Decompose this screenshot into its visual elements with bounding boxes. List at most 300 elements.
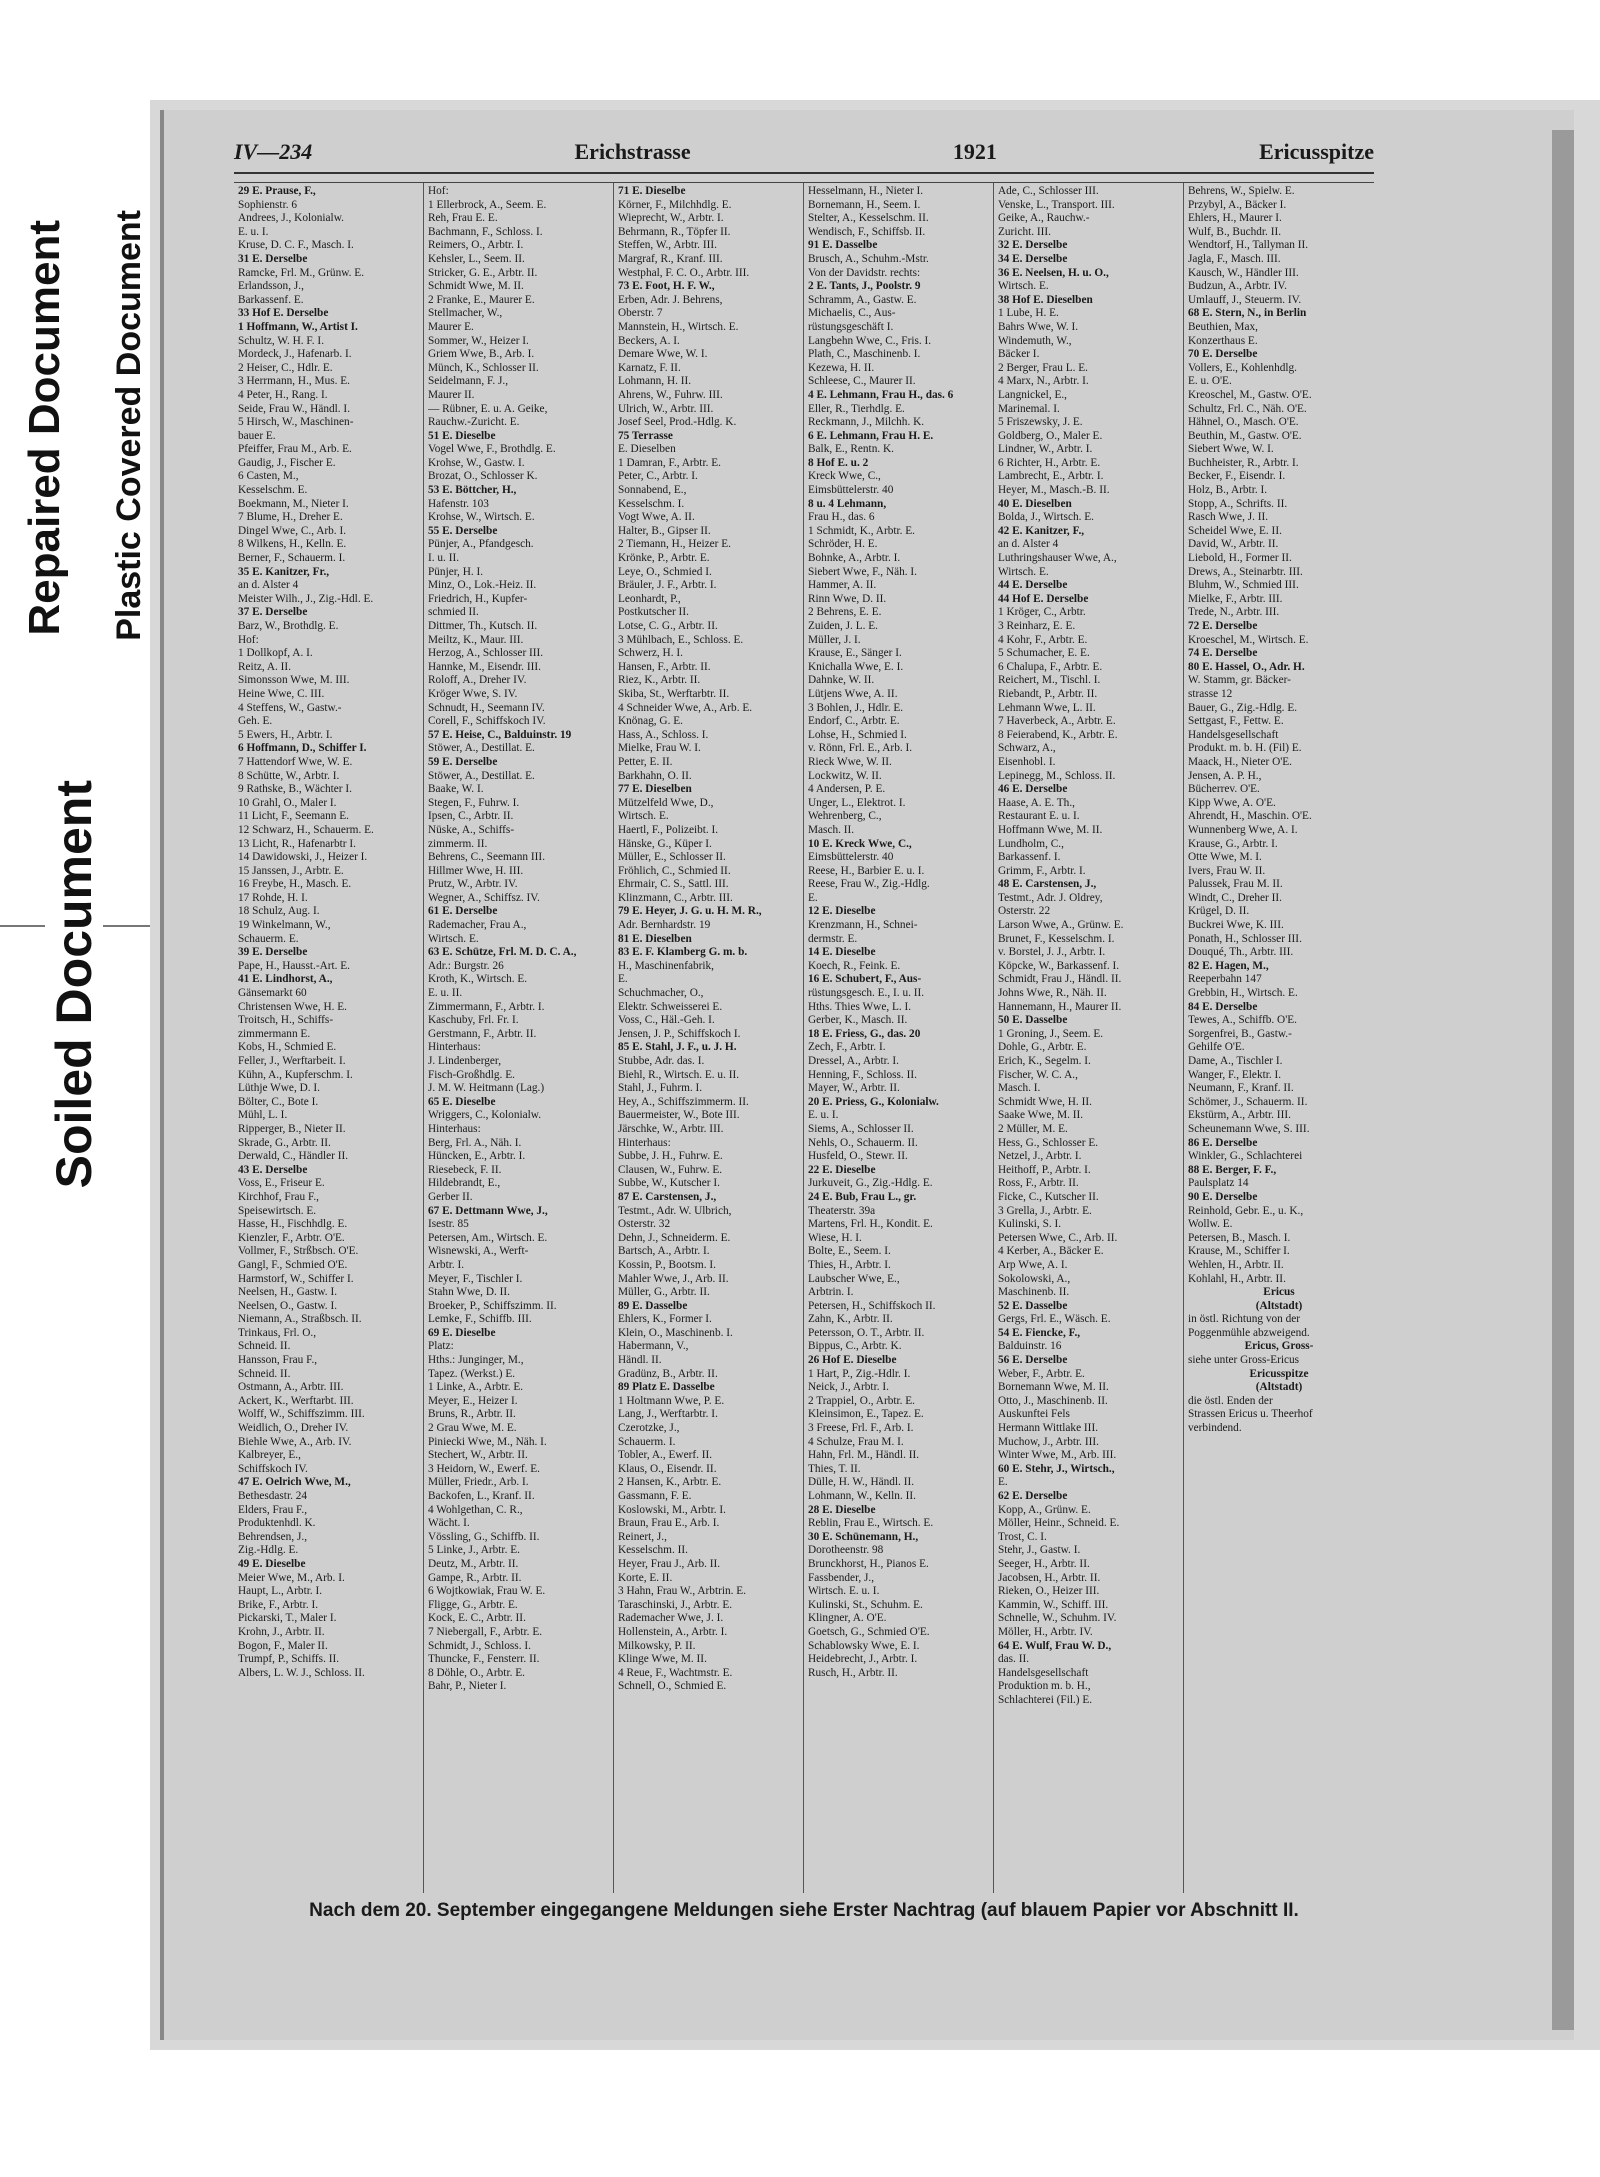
directory-entry: zimmerm. II.	[428, 837, 488, 850]
directory-entry: 62 E. Derselbe	[998, 1490, 1068, 1502]
directory-entry: 3 Herrmann, H., Mus. E.	[238, 375, 351, 388]
directory-entry: 69 E. Dieselbe	[428, 1326, 496, 1339]
directory-entry: 17 Rohde, H. I.	[238, 891, 308, 904]
directory-entry: Meyer, F., Tischler I.	[428, 1272, 523, 1285]
directory-entry: Dehn, J., Schneiderm. E.	[618, 1231, 731, 1244]
directory-entry: Barz, W., Brothdlg. E.	[238, 620, 339, 632]
directory-entry: Zech, F., Arbtr. I.	[808, 1041, 886, 1054]
directory-entry: Przybyl, A., Bäcker I.	[1188, 198, 1287, 211]
directory-entry: 1 Holtmann Wwe, P. E.	[618, 1394, 725, 1407]
directory-entry: Klinzmann, C., Arbtr. III.	[618, 891, 733, 904]
directory-entry: Lohmann, H. II.	[618, 375, 692, 388]
directory-entry: Bartsch, A., Arbtr. I.	[618, 1245, 710, 1258]
directory-entry: Restaurant E. u. I.	[998, 810, 1080, 823]
directory-entry: Jensen, A. P. H.,	[1188, 769, 1262, 782]
directory-entry: Wriggers, C., Kolonialw.	[428, 1109, 542, 1122]
directory-entry: Thies, H., Arbtr. I.	[808, 1258, 891, 1271]
directory-entry: 59 E. Derselbe	[428, 755, 498, 768]
directory-entry: Ramcke, Frl. M., Grünw. E.	[238, 266, 365, 279]
directory-entry: Platz:	[428, 1340, 454, 1353]
directory-entry: Hths.: Junginger, M.,	[428, 1354, 524, 1367]
directory-entry: 9 Rathske, B., Wächter I.	[238, 783, 352, 796]
directory-entry: 3 Grella, J., Arbtr. E.	[998, 1204, 1092, 1217]
directory-entry: Becker, F., Eisendr. I.	[1188, 470, 1286, 483]
directory-entry: Wendisch, F., Schiffsb. II.	[808, 225, 926, 238]
directory-entry: Peter, C., Arbtr. I.	[618, 470, 698, 483]
directory-entry: Petersen Wwe, C., Arb. II.	[998, 1231, 1118, 1244]
page-number: IV—234	[234, 139, 313, 164]
directory-entry: Schiffskoch IV.	[238, 1462, 308, 1475]
directory-entry: v. Borstel, J. J., Arbtr. I.	[998, 946, 1106, 959]
directory-entry: Arbtrin. I.	[808, 1286, 854, 1299]
directory-entry: Wulf, B., Buchdr. II.	[1188, 225, 1282, 238]
directory-entry: 70 E. Derselbe	[1188, 348, 1258, 361]
directory-entry: 2 E. Tants, J., Poolstr. 9	[808, 280, 921, 293]
directory-entry: 86 E. Derselbe	[1188, 1136, 1258, 1149]
directory-entry: Bahr, P., Nieter I.	[428, 1680, 507, 1693]
directory-entry: Wanger, F., Elektr. I.	[1188, 1068, 1282, 1081]
directory-entry: 28 E. Dieselbe	[808, 1503, 876, 1516]
directory-entry: Pape, H., Hausst.-Art. E.	[238, 959, 351, 972]
directory-entry: Schneid. II.	[238, 1340, 291, 1353]
directory-entry: Hof:	[238, 633, 259, 646]
directory-entry: Möller, H., Arbtr. IV.	[998, 1625, 1093, 1638]
directory-entry: Poggenmühle abzweigend.	[1188, 1326, 1310, 1339]
directory-entry: Czerotzke, J.,	[618, 1422, 680, 1435]
directory-entry: Heyer, M., Masch.-B. II.	[998, 484, 1110, 497]
directory-entry: Heidebrecht, J., Arbtr. I.	[808, 1653, 918, 1666]
directory-entry: Schröder, H. E.	[808, 538, 878, 551]
directory-entry: Hass, A., Schloss. I.	[618, 728, 709, 741]
directory-entry: 64 E. Wulf, Frau W. D.,	[998, 1639, 1112, 1652]
directory-entry: Brunet, F., Kesselschm. I.	[998, 932, 1115, 945]
directory-entry: Schmidt, Frau J., Händl. II.	[998, 973, 1122, 986]
directory-entry: Kleinsimon, E., Tapez. E.	[808, 1408, 924, 1421]
directory-entry: 5 Friszewsky, J. E.	[998, 416, 1083, 429]
directory-entry: 7 Hattendorf Wwe, W. E.	[238, 755, 353, 768]
directory-entry: Mielke, Frau W. I.	[618, 742, 701, 755]
directory-entry: Biehl, R., Wirtsch. E. u. II.	[618, 1068, 740, 1081]
directory-entry: Roloff, A., Dreher IV.	[428, 674, 527, 687]
directory-entry: in östl. Richtung von der	[1188, 1313, 1301, 1326]
directory-entry: Hesselmann, H., Nieter I.	[808, 185, 924, 197]
directory-entry: Kobs, H., Schmied E.	[238, 1041, 337, 1054]
directory-entry: E.	[808, 891, 818, 904]
directory-entry: Ostmann, A., Arbtr. III.	[238, 1381, 344, 1394]
directory-entry: Ivers, Frau W. II.	[1188, 864, 1266, 877]
directory-column	[234, 183, 424, 1893]
directory-entry: Krügel, D. II.	[1188, 905, 1250, 918]
directory-entry: 4 Schneider Wwe, A., Arb. E.	[618, 701, 753, 714]
directory-entry: Grimm, F., Arbtr. I.	[998, 864, 1086, 877]
directory-entry: Windt, C., Dreher II.	[1188, 891, 1282, 904]
directory-entry: Thuncke, F., Fensterr. II.	[428, 1653, 540, 1666]
directory-entry: Husfeld, O., Stewr. II.	[808, 1150, 908, 1163]
directory-column	[994, 183, 1184, 1893]
directory-entry: Testmt., Adr. J. Oldrey,	[998, 891, 1103, 904]
directory-entry: E.	[618, 973, 628, 986]
directory-entry: Larson Wwe, A., Grünw. E.	[998, 919, 1124, 932]
directory-entry: Wirtsch. E.	[998, 565, 1049, 578]
directory-entry: 26 Hof E. Dieselbe	[808, 1354, 897, 1367]
directory-entry: Skiba, St., Werftarbtr. II.	[618, 687, 730, 700]
directory-entry: Reckmann, J., Milchh. K.	[808, 416, 925, 429]
directory-entry: Stahl, J., Fuhrm. I.	[618, 1082, 703, 1095]
directory-entry: Mannstein, H., Wirtsch. E.	[618, 320, 739, 333]
directory-entry: Rieken, O., Heizer III.	[998, 1585, 1100, 1598]
directory-entry: Westphal, F. C. O., Arbtr. III.	[618, 266, 750, 279]
directory-entry: Kröger Wwe, S. IV.	[428, 687, 518, 700]
directory-entry: 4 Wohlgethan, C. R.,	[428, 1503, 523, 1516]
directory-entry: Schömer, J., Schauerm. II.	[1188, 1095, 1308, 1108]
directory-entry: Balduinstr. 16	[998, 1340, 1062, 1353]
directory-entry: Kock, E. C., Arbtr. II.	[428, 1612, 526, 1625]
directory-entry: Goldberg, O., Maler E.	[998, 429, 1103, 442]
directory-entry: Ipsen, C., Arbtr. II.	[428, 810, 514, 823]
directory-entry: Dingel Wwe, C., Arb. I.	[238, 524, 347, 537]
directory-entry: Kesselschm. II.	[618, 1544, 688, 1557]
directory-entry: 1 Ellerbrock, A., Seem. E.	[428, 198, 547, 211]
directory-entry: Sommer, W., Heizer I.	[428, 334, 529, 347]
directory-entry: Bethesdastr. 24	[238, 1490, 308, 1502]
directory-entry: Petter, E. II.	[618, 755, 673, 768]
directory-entry: 6 Casten, M.,	[238, 470, 299, 483]
directory-entry: Hillmer Wwe, H. III.	[428, 864, 524, 877]
directory-entry: Behrens, W., Spielw. E.	[1188, 185, 1295, 197]
directory-entry: Nehls, O., Schauerm. II.	[808, 1136, 918, 1149]
directory-entry: 8 Feierabend, K., Arbtr. E.	[998, 728, 1118, 741]
directory-entry: Beuthien, Max,	[1188, 320, 1258, 333]
directory-entry: Jurkuveit, G., Zig.-Hdlg. E.	[808, 1177, 933, 1190]
directory-entry: Ulrich, W., Arbtr. III.	[618, 402, 714, 415]
directory-entry: 18 Schulz, Aug. I.	[238, 905, 320, 918]
directory-entry: Taraschinski, J., Arbtr. E.	[618, 1598, 733, 1611]
directory-entry: Weber, F., Arbtr. E.	[998, 1367, 1085, 1380]
directory-entry: 24 E. Bub, Frau L., gr.	[808, 1190, 917, 1203]
directory-entry: Stelter, A., Kesselschm. II.	[808, 212, 929, 225]
directory-entry: Hasse, H., Fischhdlg. E.	[238, 1218, 348, 1231]
directory-entry: Schmidt Wwe, H. II.	[998, 1095, 1092, 1108]
directory-entry: Christensen Wwe, H. E.	[238, 1000, 347, 1013]
next-page-edge	[1552, 130, 1574, 2030]
directory-entry: Gampe, R., Arbtr. II.	[428, 1571, 522, 1584]
directory-entry: Osterstr. 22	[998, 905, 1051, 918]
directory-entry: Goetsch, G., Schmied O'E.	[808, 1625, 930, 1638]
directory-entry: Ehlers, K., Former I.	[618, 1313, 712, 1326]
directory-entry: Krönke, P., Arbtr. E.	[618, 552, 710, 565]
directory-entry: Jacobsen, H., Arbtr. II.	[998, 1571, 1101, 1584]
directory-entry: Leonhardt, P.,	[618, 592, 681, 605]
directory-entry: 1 Hoffmann, W., Artist I.	[238, 320, 358, 333]
directory-entry: Produkt. m. b. H. (Fil) E.	[1188, 742, 1302, 755]
directory-entry: 20 E. Priess, G., Kolonialw.	[808, 1095, 939, 1108]
directory-column	[804, 183, 994, 1893]
directory-entry: 39 E. Derselbe	[238, 946, 308, 959]
directory-entry: Barkhahn, O. II.	[618, 769, 692, 782]
directory-entry: Langnickel, E.,	[998, 388, 1068, 401]
directory-entry: 7 Haverbeck, A., Arbtr. E.	[998, 715, 1116, 728]
directory-entry: 4 Andersen, P. E.	[808, 783, 886, 796]
directory-entry: 79 E. Heyer, J. G. u. H. M. R.,	[618, 905, 762, 918]
directory-entry: Schmidt, J., Schloss. I.	[428, 1639, 531, 1652]
directory-entry: Johns Wwe, R., Näh. II.	[998, 987, 1107, 1000]
directory-entry: 7 Niebergall, F., Arbtr. E.	[428, 1625, 543, 1638]
directory-entry: 48 E. Carstensen, J.,	[998, 878, 1097, 891]
directory-entry: 80 E. Hassel, O., Adr. H.	[1188, 660, 1305, 673]
directory-entry: Klinge Wwe, M. II.	[618, 1653, 707, 1666]
directory-entry: 16 Freybe, H., Masch. E.	[238, 878, 352, 891]
directory-entry: Minz, O., Lok.-Heiz. II.	[428, 579, 537, 592]
directory-entry: Scheunemann Wwe, S. III.	[1188, 1122, 1310, 1135]
directory-entry: Reh, Frau E. E.	[428, 212, 498, 225]
directory-entry: 72 E. Derselbe	[1188, 620, 1258, 632]
directory-entry: Petersen, B., Masch. I.	[1188, 1231, 1291, 1244]
directory-entry: 71 E. Dieselbe	[618, 185, 686, 197]
directory-entry: Trede, N., Arbtr. III.	[1188, 606, 1280, 619]
directory-entry: Simonsson Wwe, M. III.	[238, 674, 350, 687]
directory-entry: Wehlen, H., Arbtr. II.	[1188, 1258, 1284, 1271]
directory-entry: 2 Heiser, C., Hdlr. E.	[238, 361, 333, 374]
directory-entry: 55 E. Derselbe	[428, 524, 498, 537]
street-range-end: Ericusspitze	[1259, 139, 1374, 164]
directory-entry: 10 Grahl, O., Maler I.	[238, 796, 337, 809]
directory-entry: Knichalla Wwe, E. I.	[808, 660, 904, 673]
directory-entry: 56 E. Derselbe	[998, 1354, 1068, 1367]
directory-entry: 3 Mühlbach, E., Schloss. E.	[618, 633, 744, 646]
directory-entry: 22 E. Dieselbe	[808, 1163, 876, 1176]
directory-entry: Arp Wwe, A. I.	[998, 1258, 1068, 1271]
directory-entry: Ehrmair, C. S., Sattl. III.	[618, 878, 729, 891]
directory-entry: Ross, F., Arbtr. II.	[998, 1177, 1079, 1190]
directory-entry: 3 Hahn, Frau W., Arbtrin. E.	[618, 1585, 747, 1598]
directory-entry: Erich, K., Segelm. I.	[998, 1055, 1091, 1067]
directory-entry: Hinterhaus:	[618, 1136, 671, 1149]
directory-entry: Ehlers, H., Maurer I.	[1188, 212, 1282, 225]
directory-entry: Neumann, F., Kranf. II.	[1188, 1082, 1294, 1095]
directory-entry: Ericusspitze	[1249, 1367, 1309, 1380]
document-labels	[0, 180, 150, 1380]
directory-entry: Köpcke, W., Barkassenf. I.	[998, 959, 1120, 972]
directory-entry: 31 E. Derselbe	[238, 252, 308, 265]
directory-entry: Isestr. 85	[428, 1218, 469, 1231]
directory-column	[1184, 183, 1374, 1893]
directory-entry: Kulinski, S. I.	[998, 1218, 1062, 1231]
directory-entry: Geh. E.	[238, 715, 273, 728]
directory-entry: Bauermeister, W., Bote III.	[618, 1109, 740, 1122]
directory-entry: Schmidt Wwe, M. II.	[428, 280, 524, 293]
directory-entry: Arbtr. I.	[428, 1258, 465, 1271]
directory-entry: Buchheister, R., Arbtr. I.	[1188, 456, 1299, 469]
directory-entry: Kossin, P., Bootsm. I.	[618, 1258, 716, 1271]
directory-entry: 8 u. 4 Lehmann,	[808, 497, 887, 510]
directory-entry: Fligge, G., Arbtr. E.	[428, 1598, 518, 1611]
directory-entry: Hinterhaus:	[428, 1041, 481, 1054]
directory-entry: Dahnke, W. II.	[808, 674, 875, 687]
directory-entry: Kopp, A., Grünw. E.	[998, 1503, 1091, 1516]
directory-entry: Müller, G., Arbtr. II.	[618, 1286, 710, 1299]
directory-entry: Testmt., Adr. W. Ulbrich,	[618, 1204, 732, 1217]
directory-entry: 12 E. Dieselbe	[808, 905, 876, 918]
directory-entry: Adr. Bernhardstr. 19	[618, 919, 711, 932]
directory-entry: Fröhlich, C., Schmied II.	[618, 864, 731, 877]
directory-entry: Lemke, F., Schiffb. III.	[428, 1313, 532, 1326]
directory-entry: Sonnabend, E.,	[618, 484, 687, 497]
directory-entry: 82 E. Hagen, M.,	[1188, 959, 1269, 972]
directory-entry: 32 E. Derselbe	[998, 239, 1068, 252]
directory-entry: siehe unter Gross-Ericus	[1188, 1354, 1300, 1367]
directory-entry: Stellmacher, W.,	[428, 307, 503, 320]
directory-entry: Krause, G., Arbtr. I.	[1188, 837, 1278, 850]
directory-entry: Lohse, H., Schmied I.	[808, 728, 907, 741]
directory-entry: Reblin, Frau E., Wirtsch. E.	[808, 1517, 934, 1530]
directory-entry: Winkler, G., Schlachterei	[1188, 1150, 1303, 1163]
page-header	[234, 132, 1374, 174]
directory-entry: Dülle, H. W., Händl. II.	[808, 1476, 915, 1489]
directory-entry: Lundholm, C.,	[998, 837, 1064, 850]
directory-entry: Kienzler, F., Arbtr. O'E.	[238, 1231, 345, 1244]
directory-entry: Palussek, Frau M. II.	[1188, 878, 1283, 891]
directory-entry: Trinkaus, Frl. O.,	[238, 1326, 317, 1339]
directory-entry: Bauer, G., Zig.-Hdlg. E.	[1188, 701, 1298, 714]
directory-entry: Seeger, H., Arbtr. II.	[998, 1557, 1090, 1570]
directory-entry: Schneid. II.	[238, 1367, 291, 1380]
directory-entry: Niemann, A., Straßbsch. II.	[238, 1313, 362, 1326]
directory-entry: Eimsbüttelerstr. 40	[808, 851, 894, 864]
directory-entry: Gassmann, F. E.	[618, 1490, 692, 1502]
directory-entry: Berg, Frl. A., Näh. I.	[428, 1136, 522, 1149]
directory-entry: E. u. O'E.	[1188, 375, 1232, 388]
directory-entry: Pickarski, T., Maler I.	[238, 1612, 337, 1625]
directory-entry: 84 E. Derselbe	[1188, 1000, 1258, 1013]
directory-entry: Marinemal. I.	[998, 402, 1060, 415]
directory-entry: Bahrs Wwe, W. I.	[998, 320, 1079, 333]
directory-entry: Berner, F., Schauerm. I.	[238, 552, 346, 565]
directory-entry: 6 Chalupa, F., Arbtr. E.	[998, 660, 1103, 673]
directory-entry: Dittmer, Th., Kutsch. II.	[428, 620, 538, 632]
directory-entry: das. II.	[998, 1653, 1030, 1666]
directory-entry: 44 Hof E. Derselbe	[998, 592, 1089, 605]
directory-entry: 41 E. Lindhorst, A.,	[238, 973, 333, 986]
directory-entry: Seidelmann, F. J.,	[428, 375, 509, 388]
footer-note: Nach dem 20. September eingegangene Meldungen siehe Erster Nachtrag (auf blauem Papier vor Abschnitt II.	[309, 1900, 1299, 1921]
directory-entry: W. Stamm, gr. Bäcker-	[1188, 674, 1291, 687]
directory-entry: Lütjens Wwe, A. II.	[808, 687, 898, 700]
directory-entry: Vollmer, F., Strßbsch. O'E.	[238, 1245, 359, 1258]
directory-entry: 89 Platz E. Dasselbe	[618, 1381, 715, 1394]
directory-entry: Schlachterei (Fil.) E.	[998, 1693, 1093, 1706]
directory-entry: Trost, C. I.	[998, 1530, 1047, 1543]
directory-entry: Schauerm. I.	[618, 1435, 676, 1448]
directory-entry: Holz, B., Arbtr. I.	[1188, 484, 1268, 497]
directory-entry: Körner, F., Milchhdlg. E.	[618, 198, 732, 211]
directory-entry: Prutz, W., Arbtr. IV.	[428, 878, 518, 891]
directory-entry: Siems, A., Schlosser II.	[808, 1122, 914, 1135]
directory-entry: Schuchmacher, O.,	[618, 987, 704, 1000]
directory-entry: Wiese, H. I.	[808, 1231, 862, 1244]
directory-entry: Neick, J., Arbtr. I.	[808, 1381, 889, 1394]
directory-entry: Hannke, M., Eisendr. III.	[428, 660, 541, 673]
directory-entry: Sorgenfrei, B., Gastw.-	[1188, 1027, 1292, 1040]
directory-entry: Bachmann, F., Schloss. I.	[428, 225, 543, 238]
directory-entry: 2 Tiemann, H., Heizer E.	[618, 538, 731, 551]
directory-entry: Klingner, A. O'E.	[808, 1612, 887, 1625]
directory-entry: Riebandt, P., Arbtr. II.	[998, 687, 1098, 700]
directory-entry: Kezewa, H. II.	[808, 361, 875, 374]
directory-entry: Handelsgesellschaft	[1188, 728, 1279, 741]
directory-entry: Wehrenberg, C.,	[808, 810, 882, 823]
directory-entry: Winter Wwe, M., Arb. III.	[998, 1449, 1117, 1462]
directory-entry: Mahler Wwe, J., Arb. II.	[618, 1272, 729, 1285]
directory-entry: 8 Hof E. u. 2	[808, 456, 869, 469]
directory-entry: Piniecki Wwe, M., Näh. I.	[428, 1435, 547, 1448]
directory-entry: Petersen, H., Schiffskoch II.	[808, 1299, 936, 1312]
directory-entry: 5 Ewers, H., Arbtr. I.	[238, 728, 333, 741]
directory-entry: Hansson, Frau F.,	[238, 1354, 318, 1367]
directory-entry: Meiltz, K., Maur. III.	[428, 633, 524, 646]
directory-entry: Lehmann Wwe, L. II.	[998, 701, 1096, 714]
directory-entry: Seide, Frau W., Händl. I.	[238, 402, 351, 415]
directory-entry: Müller, Friedr., Arb. I.	[428, 1476, 529, 1489]
directory-entry: Reeperbahn 147	[1188, 973, 1262, 986]
directory-entry: Dorotheenstr. 98	[808, 1544, 884, 1557]
directory-entry: Mützelfeld Wwe, D.,	[618, 796, 714, 809]
directory-entry: Schultz, W. H. F. I.	[238, 334, 325, 347]
directory-entry: Wunnenberg Wwe, A. I.	[1188, 823, 1298, 836]
directory-entry: 50 E. Dasselbe	[998, 1014, 1068, 1027]
directory-entry: 57 E. Heise, C., Balduinstr. 19	[428, 728, 572, 741]
directory-entry: Otto, J., Maschinenb. II.	[998, 1394, 1108, 1407]
directory-entry: Mayer, W., Arbtr. II.	[808, 1082, 900, 1095]
directory-entry: Bäcker I.	[998, 348, 1040, 361]
directory-entry: Siebert Wwe, W. I.	[1188, 443, 1274, 456]
directory-entry: Lockwitz, W. II.	[808, 769, 882, 782]
directory-entry: Frau H., das. 6	[808, 511, 875, 524]
directory-entry: Umlauff, J., Steuerm. IV.	[1188, 293, 1302, 306]
directory-entry: Speisewirtsch. E.	[238, 1204, 317, 1217]
directory-entry: Liebold, H., Former II.	[1188, 552, 1292, 565]
directory-entry: 4 Peter, H., Rang. I.	[238, 388, 328, 401]
directory-entry: Behrens, C., Seemann III.	[428, 851, 546, 864]
directory-entry: Ackert, K., Werftarbt. III.	[238, 1394, 354, 1407]
directory-entry: Neelsen, H., Gastw. I.	[238, 1286, 338, 1299]
directory-entry: Krause, E., Sänger I.	[808, 647, 902, 660]
directory-entry: Produktion m. b. H.,	[998, 1680, 1091, 1693]
directory-entry: Fisch-Großhdlg. E.	[428, 1068, 515, 1081]
directory-entry: Karnatz, F. II.	[618, 361, 681, 374]
directory-entry: Feller, J., Werftarbeit. I.	[238, 1055, 346, 1067]
directory-entry: Maurer II.	[428, 388, 475, 401]
directory-entry: 3 Freese, Frl. F., Arb. I.	[808, 1422, 914, 1435]
directory-entry: Maack, H., Nieter O'E.	[1188, 755, 1292, 768]
directory-entry: Reimers, O., Arbtr. I.	[428, 239, 524, 252]
directory-entry: 3 Reinharz, E. E.	[998, 620, 1076, 632]
directory-entry: 5 Hirsch, W., Maschinen-	[238, 416, 354, 429]
directory-entry: 2 Trappiel, O., Arbtr. E.	[808, 1394, 916, 1407]
directory-entry: Bruns, R., Arbtr. II.	[428, 1408, 516, 1421]
directory-entry: Kipp Wwe, A. O'E.	[1188, 796, 1276, 809]
directory-entry: Gänsemarkt 60	[238, 987, 307, 1000]
directory-entry: Postkutscher II.	[618, 606, 689, 619]
directory-entry: Unger, L., Elektrot. I.	[808, 796, 906, 809]
directory-entry: Herzog, A., Schlosser III.	[428, 647, 544, 660]
directory-entry: an d. Alster 4	[238, 579, 299, 592]
directory-entry: 73 E. Foot, H. F. W.,	[618, 280, 715, 293]
directory-entry: Hermann Wittlake III.	[998, 1422, 1099, 1435]
directory-entry: Drews, A., Steinarbtr. III.	[1188, 565, 1303, 578]
directory-entry: dermstr. E.	[808, 932, 858, 945]
directory-entry: 4 Steffens, W., Gastw.-	[238, 701, 342, 714]
directory-entry: 4 Kerber, A., Bäcker E.	[998, 1245, 1104, 1258]
